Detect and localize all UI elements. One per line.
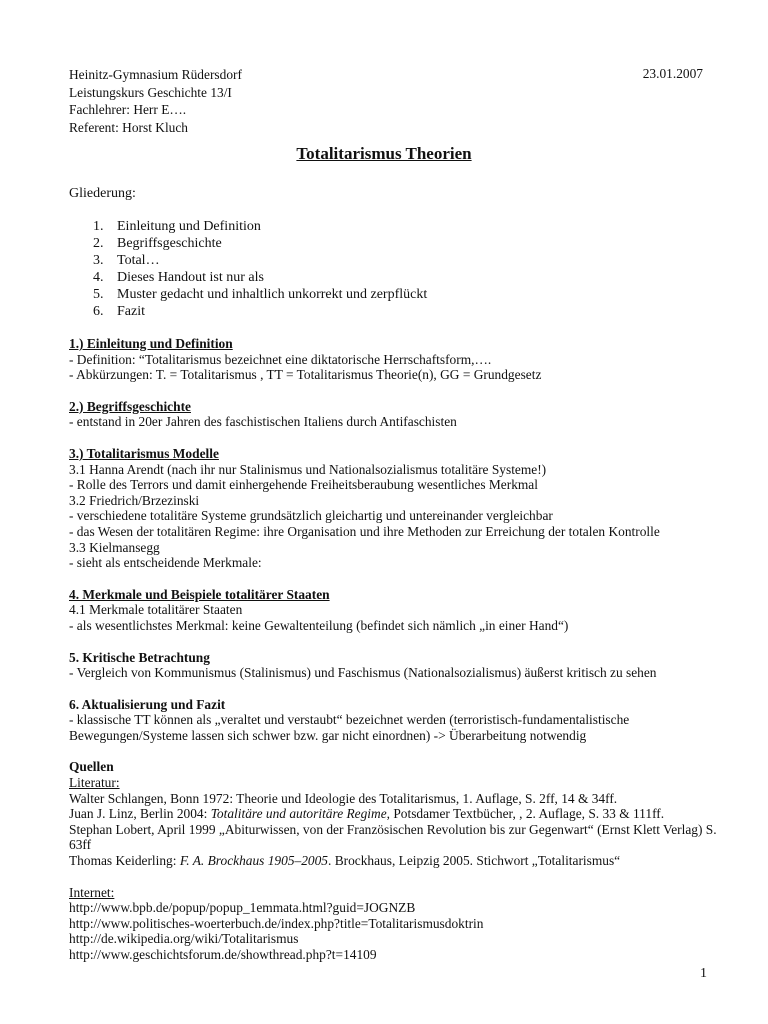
outline-label: Gliederung: <box>69 186 136 201</box>
source-url: http://www.politisches-woerterbuch.de/index.php?title=Totalitarismusdoktrin <box>69 915 484 931</box>
section-line: 3.1 Hanna Arendt (nach ihr nur Stalinismus und Nationalsozialismus totalitäre Systeme!) <box>69 461 547 477</box>
outline-item: 6. Fazit <box>93 303 145 319</box>
outline-list <box>93 219 427 320</box>
outline-item: 3. Total… <box>93 252 160 268</box>
section-line: 3.2 Friedrich/Brzezinski <box>69 492 200 508</box>
internet-label: Internet: <box>69 884 115 900</box>
section-heading: 6. Aktualisierung und Fazit <box>69 696 226 712</box>
section-heading: 2.) Begriffsgeschichte <box>69 398 191 414</box>
section-line: - entstand in 20er Jahren des faschistischen Italiens durch Antifaschisten <box>69 414 457 430</box>
sources-section <box>69 759 719 868</box>
section-heading: 5. Kritische Betrachtung <box>69 649 210 665</box>
document-title: Totalitarismus Theorien <box>296 144 472 163</box>
source-url: http://de.wikipedia.org/wiki/Totalitarismus <box>69 931 299 947</box>
document-body <box>69 336 719 963</box>
section-line: 4.1 Merkmale totalitärer Staaten <box>69 602 243 618</box>
section-line: - verschiedene totalitäre Systeme grundsätzlich gleichartig und untereinander vergleichbar <box>69 508 553 524</box>
section-line: - Abkürzungen: T. = Totalitarismus , TT = Totalitarismus Theorie(n), GG = Grundgesetz <box>69 367 542 383</box>
section-line: - das Wesen der totalitären Regime: ihre Organisation und ihre Methoden zur Erreichung der totalen Kontrolle <box>69 523 660 539</box>
section-line: - Definition: “Totalitarismus bezeichnet eine diktatorische Herrschaftsform,…. <box>69 351 492 367</box>
section-history <box>69 399 719 430</box>
section-line: - als wesentlichstes Merkmal: keine Gewaltenteilung (befindet sich nämlich „in einer Hand“) <box>69 617 569 633</box>
outline-item: 2. Begriffsgeschichte <box>93 235 222 251</box>
section-heading: 3.) Totalitarismus Modelle <box>69 445 219 461</box>
outline-item: 4. Dieses Handout ist nur als <box>93 269 264 285</box>
course-name: Leistungskurs Geschichte 13/I <box>69 84 232 100</box>
section-heading: 4. Merkmale und Beispiele totalitärer Staaten <box>69 586 330 602</box>
school-name: Heinitz-Gymnasium Rüdersdorf <box>69 67 242 82</box>
teacher-name: Fachlehrer: Herr E…. <box>69 102 187 117</box>
section-line: - Vergleich von Kommunismus (Stalinismus) und Faschismus (Nationalsozialismus) äußerst kritisch zu sehen <box>69 665 657 681</box>
section-introduction <box>69 336 719 383</box>
section-line: - sieht als entscheidende Merkmale: <box>69 555 262 571</box>
literature-entry: Walter Schlangen, Bonn 1972: Theorie und Ideologie des Totalitarismus, 1. Auflage, S. 2ff, 14 & 34ff. <box>69 790 618 806</box>
source-url: http://www.bpb.de/popup/popup_1emmata.html?guid=JOGNZB <box>69 900 416 916</box>
literature-label: Literatur: <box>69 775 120 791</box>
literature-entry: Stephan Lobert, April 1999 „Abiturwissen, von der Französischen Revolution bis zur Gegenwart“ (Ernst Klett Verlag) S. 63ff <box>69 821 717 853</box>
section-line: - klassische TT können als „veraltet und verstaubt“ bezeichnet werden (terroristisch-fundamentalistische Bewegungen/Systeme lassen sich schwer bzw. gar nicht einordnen) -> Überarbeitung notwendig <box>69 712 630 743</box>
section-critique <box>69 650 719 681</box>
outline-item: 5. Muster gedacht und inhaltlich unkorrekt und zerpflückt <box>93 286 428 302</box>
page-number: 1 <box>700 966 707 981</box>
section-conclusion <box>69 697 719 744</box>
section-characteristics <box>69 587 719 634</box>
document-header <box>69 66 242 136</box>
section-models <box>69 446 719 571</box>
section-line: - Rolle des Terrors und damit einhergehende Freiheitsberaubung wesentliches Merkmal <box>69 477 538 493</box>
internet-sources <box>69 885 719 963</box>
section-line: 3.3 Kielmansegg <box>69 539 160 555</box>
presenter-name: Referent: Horst Kluch <box>69 119 188 135</box>
outline-item: 1. Einleitung und Definition <box>93 219 261 234</box>
sources-heading: Quellen <box>69 759 114 775</box>
section-heading: 1.) Einleitung und Definition <box>69 336 233 351</box>
source-url: http://www.geschichtsforum.de/showthread.php?t=14109 <box>69 947 377 962</box>
literature-entry: Thomas Keiderling: F. A. Brockhaus 1905–2005. Brockhaus, Leipzig 2005. Stichwort „Totalitarismus“ <box>69 853 621 869</box>
literature-entry: Juan J. Linz, Berlin 2004: Totalitäre und autoritäre Regime, Potsdamer Textbücher, , 2. Auflage, S. 33 & 111ff. <box>69 806 665 822</box>
document-date: 23.01.2007 <box>642 66 703 81</box>
